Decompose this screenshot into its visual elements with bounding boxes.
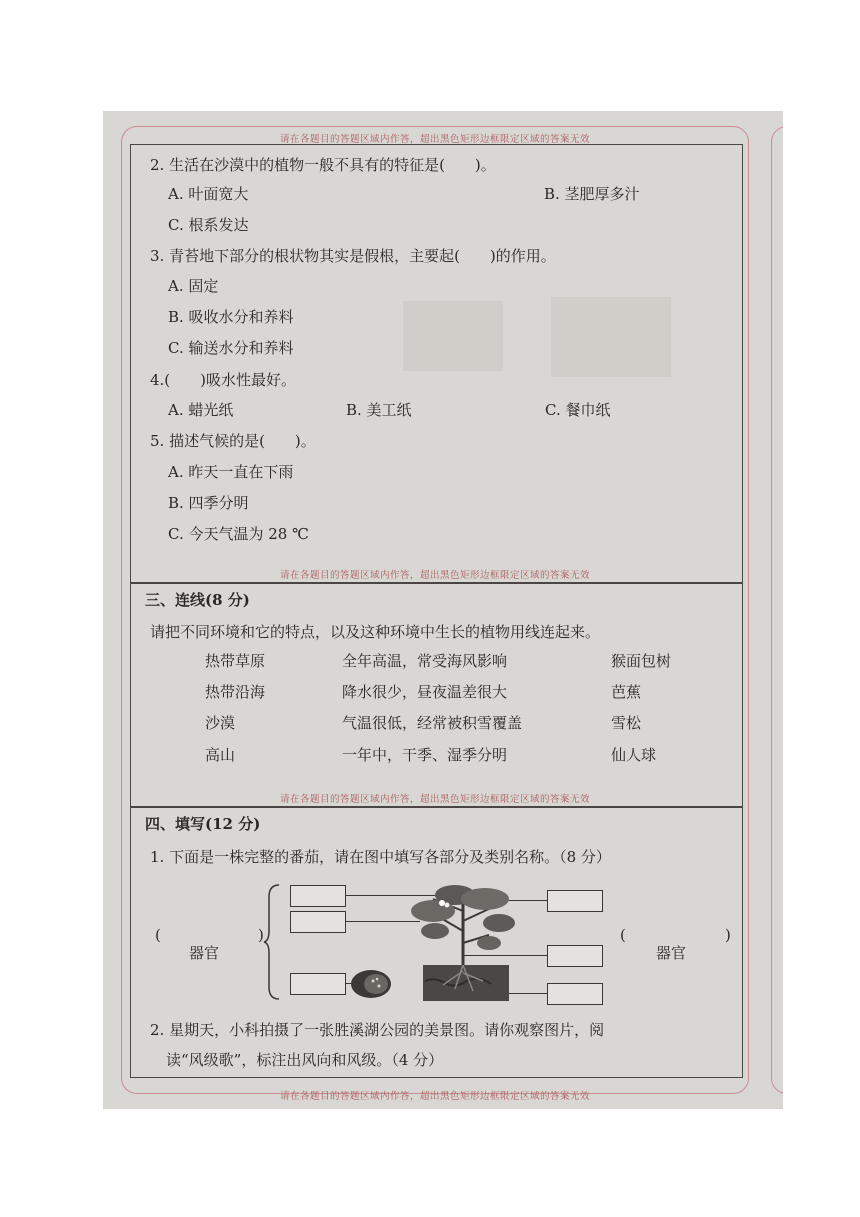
- section-4-question-2-line-2: 读“风级歌”，标注出风向和风级。（4 分）: [166, 1051, 444, 1069]
- plant-item: 雪松: [611, 714, 642, 732]
- fill-box-fruit[interactable]: [290, 911, 346, 933]
- next-page-frame-edge: [771, 126, 783, 1094]
- feature-item: 全年高温，常受海风影响: [342, 652, 508, 670]
- q5-option-a: A. 昨天一直在下雨: [168, 463, 294, 481]
- environment-item: 热带草原: [205, 652, 266, 670]
- answer-area-notice: 请在各题目的答题区域内作答，超出黑色矩形边框限定区域的答案无效: [279, 1091, 590, 1102]
- plant-item: 猴面包树: [611, 652, 672, 670]
- section-3-title: 三、连线(8 分): [145, 591, 250, 609]
- environment-item: 高山: [205, 746, 236, 764]
- plant-item: 芭蕉: [611, 683, 642, 701]
- question-3-stem: 3. 青苔地下部分的根状物其实是假根，主要起( )的作用。: [150, 247, 556, 265]
- environment-item: 热带沿海: [205, 683, 266, 701]
- choice-question-box: [130, 144, 743, 584]
- section-4-title: 四、填写(12 分): [145, 815, 261, 833]
- right-category-paren-open: (: [620, 926, 626, 944]
- q4-option-b: B. 美工纸: [346, 401, 412, 419]
- section-4-question-2-line-1: 2. 星期天，小科拍摄了一张胜溪湖公园的美景图。请你观察图片，阅: [150, 1021, 605, 1039]
- q2-option-b: B. 茎肥厚多汁: [544, 185, 640, 203]
- q3-option-c: C. 输送水分和养料: [168, 339, 294, 357]
- tomato-plant-illustration: [343, 881, 523, 1006]
- q5-option-c: C. 今天气温为 28 ℃: [168, 525, 309, 543]
- q3-option-b: B. 吸收水分和养料: [168, 308, 294, 326]
- question-2-stem: 2. 生活在沙漠中的植物一般不具有的特征是( )。: [150, 156, 496, 174]
- right-category-paren-close: ): [725, 926, 731, 944]
- q2-option-c: C. 根系发达: [168, 216, 249, 234]
- left-category-paren-open: (: [155, 926, 161, 944]
- q3-option-a: A. 固定: [168, 277, 219, 295]
- fill-box-seed[interactable]: [290, 973, 346, 995]
- feature-item: 一年中，干季、湿季分明: [342, 746, 508, 764]
- section-4-question-1: 1. 下面是一株完整的番茄，请在图中填写各部分及类别名称。（8 分）: [150, 848, 611, 866]
- fill-box-flower[interactable]: [290, 885, 346, 907]
- question-5-stem: 5. 描述气候的是( )。: [150, 432, 316, 450]
- environment-item: 沙漠: [205, 714, 236, 732]
- left-category-paren-close: ): [258, 926, 264, 944]
- feature-item: 气温很低，经常被积雪覆盖: [342, 714, 523, 732]
- answer-area-notice: 请在各题目的答题区域内作答，超出黑色矩形边框限定区域的答案无效: [279, 794, 590, 805]
- q2-option-a: A. 叶面宽大: [168, 185, 249, 203]
- q4-option-a: A. 蜡光纸: [168, 401, 234, 419]
- feature-item: 降水很少，昼夜温差很大: [342, 683, 508, 701]
- question-4-stem: 4.( )吸水性最好。: [150, 371, 297, 389]
- fill-box-leaf[interactable]: [547, 890, 603, 912]
- answer-area-notice: 请在各题目的答题区域内作答，超出黑色矩形边框限定区域的答案无效: [279, 570, 590, 581]
- fill-box-stem[interactable]: [547, 945, 603, 967]
- fill-box-root[interactable]: [547, 983, 603, 1005]
- exam-paper: [103, 111, 783, 1109]
- answer-area-notice: 请在各题目的答题区域内作答，超出黑色矩形边框限定区域的答案无效: [279, 134, 590, 145]
- right-organ-label: 器官: [656, 944, 687, 962]
- q4-option-c: C. 餐巾纸: [545, 401, 611, 419]
- plant-item: 仙人球: [611, 746, 657, 764]
- left-organ-label: 器官: [189, 944, 220, 962]
- q5-option-b: B. 四季分明: [168, 494, 249, 512]
- section-3-instruction: 请把不同环境和它的特点，以及这种环境中生长的植物用线连起来。: [150, 623, 601, 641]
- left-curly-brace: [263, 883, 283, 1001]
